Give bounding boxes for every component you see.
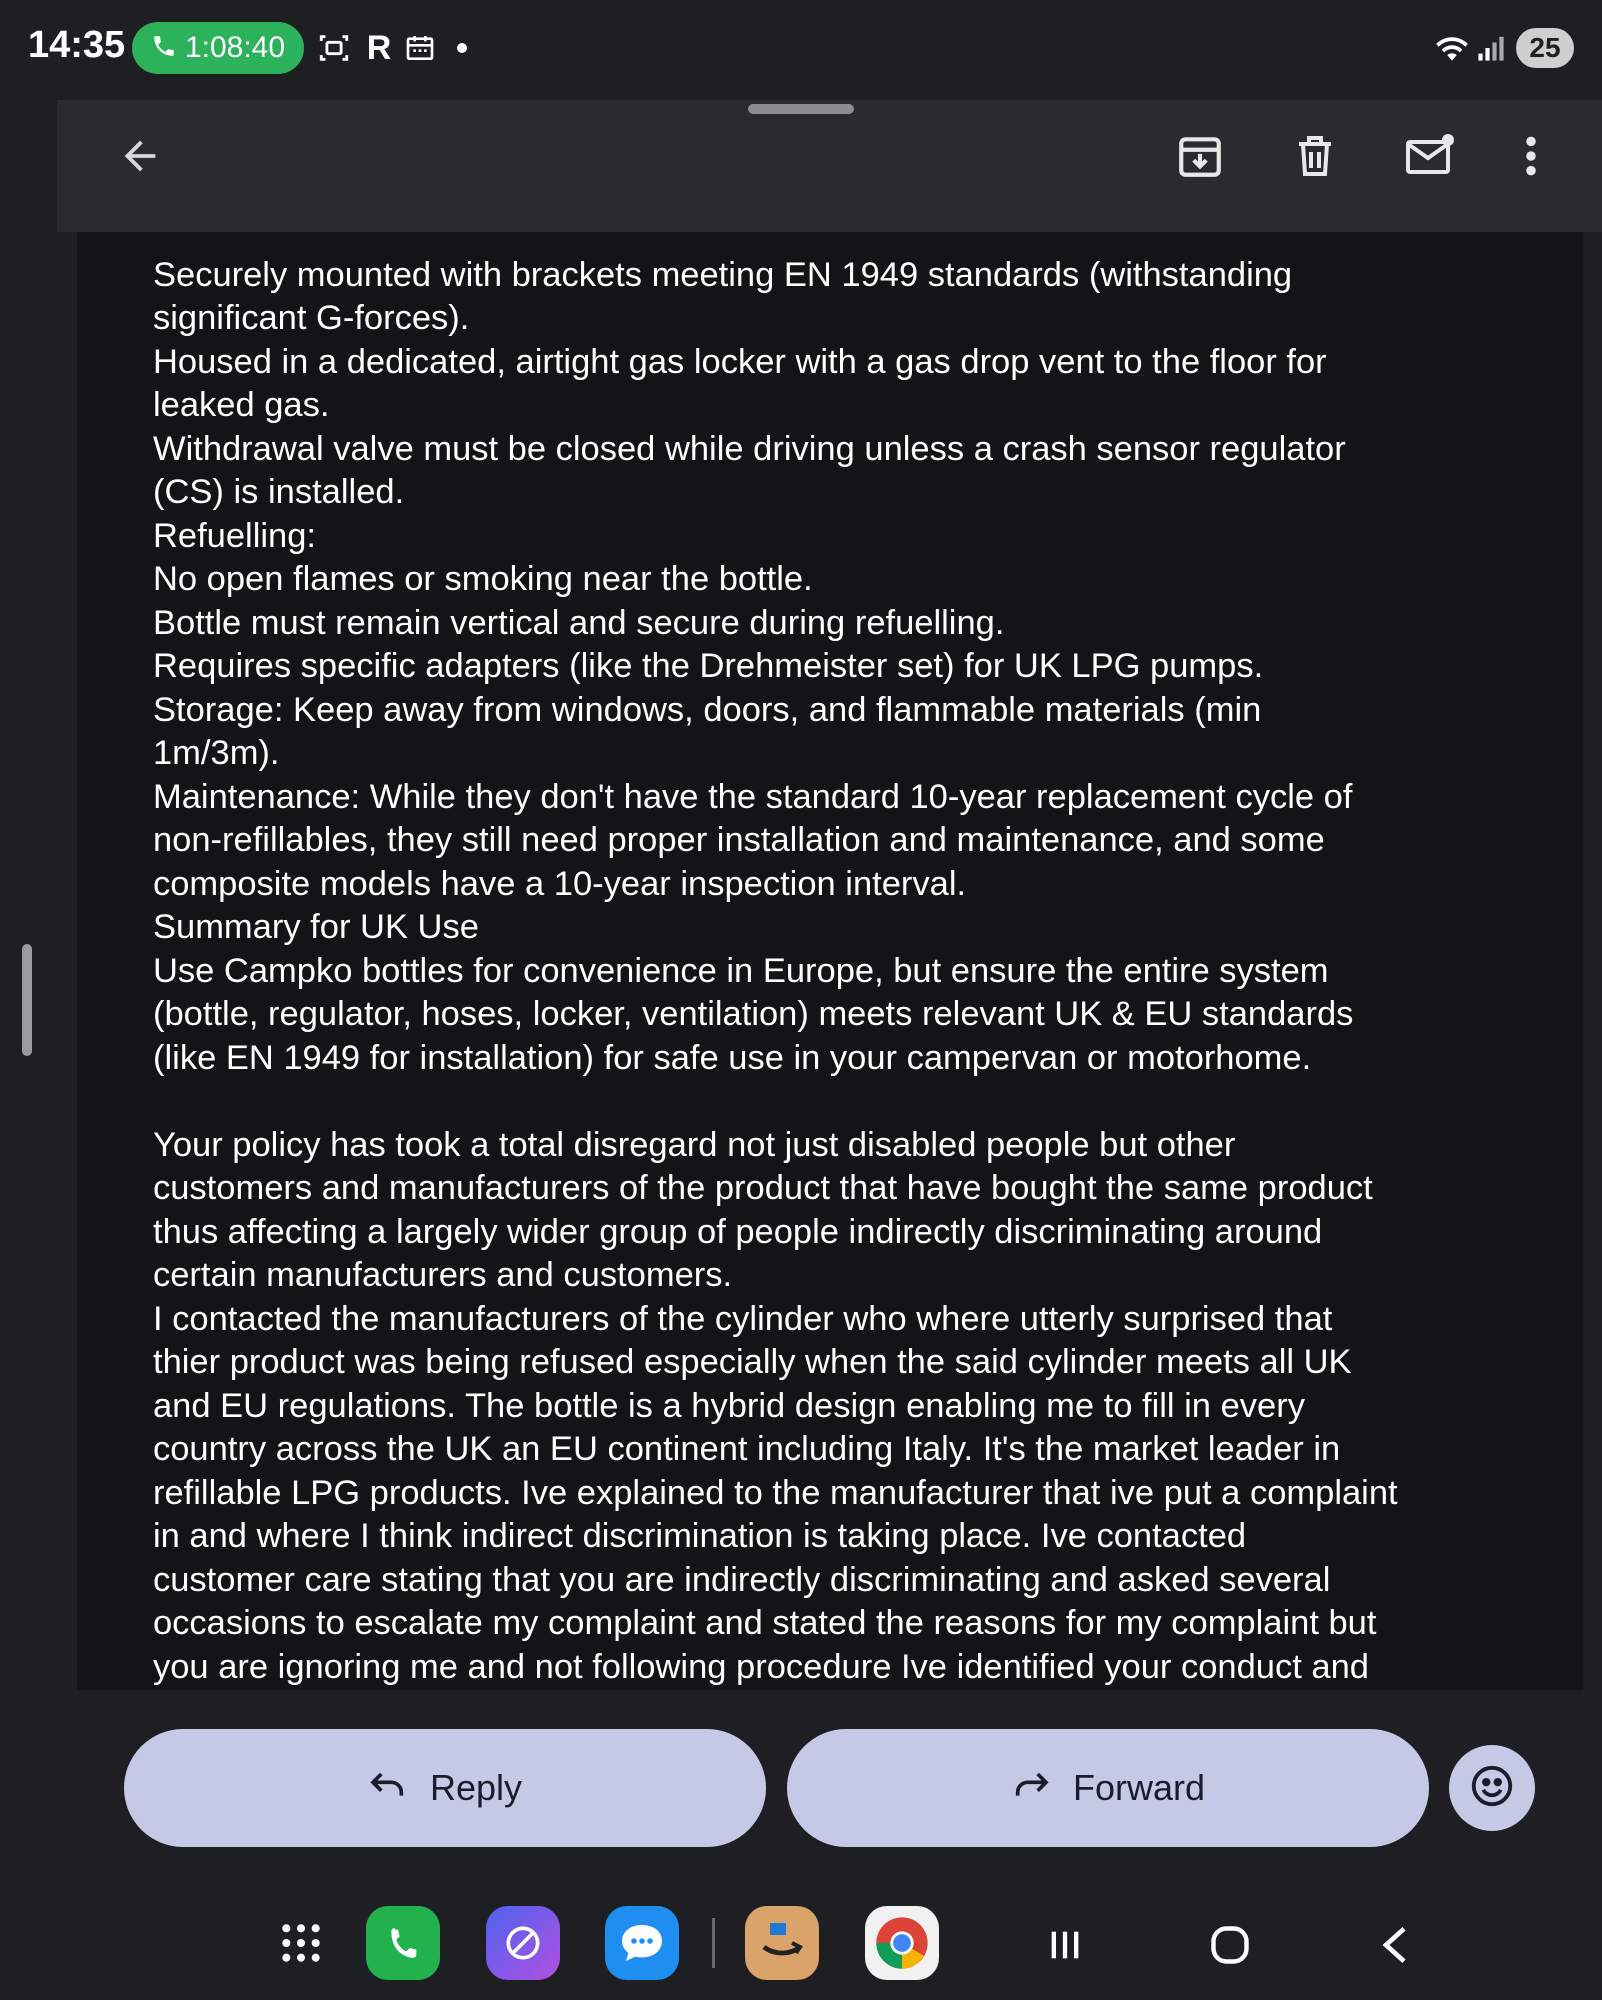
reply-button[interactable]	[124, 1729, 766, 1847]
email-line: Storage: Keep away from windows, doors, and flammable materials (min	[153, 690, 1262, 729]
email-line: Your policy has took a total disregard not just disabled people but other	[153, 1125, 1236, 1164]
chrome-app-icon[interactable]	[865, 1906, 939, 1980]
email-line: and EU regulations. The bottle is a hybrid design enabling me to fill in every	[153, 1386, 1305, 1425]
scrollbar-thumb[interactable]	[22, 944, 32, 1056]
reply-icon	[368, 1767, 408, 1810]
email-line: No open flames or smoking near the bottle.	[153, 560, 813, 598]
email-line: 1m/3m).	[153, 734, 280, 772]
arrow-left-icon[interactable]	[110, 126, 170, 186]
reply-label: Reply	[429, 1767, 523, 1808]
email-text	[153, 232, 1573, 1689]
email-line: Summary for UK Use	[153, 908, 479, 946]
email-line: country across the UK an EU continent including Italy. It's the market leader in	[153, 1430, 1341, 1468]
r-app-icon: R	[366, 28, 392, 67]
email-line: occasions to escalate my complaint and stated the reasons for my complaint but	[153, 1604, 1377, 1642]
email-line: you are ignoring me and not following procedure Ive identified your conduct and	[153, 1647, 1369, 1686]
email-line: Bottle must remain vertical and secure during refuelling.	[153, 603, 1005, 642]
forward-label: Forward	[1072, 1767, 1206, 1808]
forward-button[interactable]	[787, 1729, 1429, 1847]
smiley-icon	[1469, 1763, 1515, 1814]
forward-icon	[1011, 1767, 1051, 1810]
email-line	[153, 1080, 1573, 1124]
email-line: certain manufacturers and customers.	[153, 1256, 733, 1294]
browser-app-icon[interactable]	[486, 1906, 560, 1980]
email-line: Use Campko bottles for convenience in Europe, but ensure the entire system	[153, 951, 1329, 990]
home-icon[interactable]	[1195, 1910, 1265, 1980]
status-time: 14:35	[28, 24, 126, 66]
email-line: Maintenance: While they don't have the standard 10-year replacement cycle of	[153, 777, 1353, 816]
email-line-cut	[153, 232, 1573, 254]
signal-icon	[1476, 28, 1506, 68]
screenshot-icon	[316, 28, 352, 68]
calendar-icon	[402, 28, 438, 68]
email-line: Requires specific adapters (like the Drehmeister set) for UK LPG pumps.	[153, 647, 1264, 685]
drag-handle[interactable]	[748, 104, 854, 114]
archive-icon[interactable]	[1170, 126, 1230, 186]
email-line: leaked gas.	[153, 386, 330, 424]
dock-separator	[712, 1918, 715, 1968]
messages-app-icon[interactable]	[605, 1906, 679, 1980]
call-timer: 1:08:40	[184, 31, 286, 64]
phone-app-icon[interactable]	[366, 1906, 440, 1980]
email-line: composite models have a 10-year inspection interval.	[153, 864, 967, 903]
battery-level: 25	[1516, 28, 1574, 68]
email-line: (CS) is installed.	[153, 473, 405, 511]
email-line: non-refillables, they still need proper installation and maintenance, and some	[153, 821, 1325, 859]
email-line: (like EN 1949 for installation) for safe use in your campervan or motorhome.	[153, 1038, 1312, 1077]
email-line: customer care stating that you are indirectly discriminating and asked several	[153, 1560, 1331, 1599]
email-toolbar	[57, 100, 1602, 232]
apps-grid-icon[interactable]	[264, 1906, 338, 1980]
email-line: (bottle, regulator, hoses, locker, ventilation) meets relevant UK & EU standards	[153, 995, 1354, 1033]
email-line: refillable LPG products. Ive explained to the manufacturer that ive put a complaint	[153, 1473, 1398, 1512]
ongoing-call-chip[interactable]	[132, 22, 304, 74]
email-line: Refuelling:	[153, 516, 317, 555]
dot-icon	[452, 28, 472, 68]
amazon-app-icon[interactable]	[745, 1906, 819, 1980]
email-line: I contacted the manufacturers of the cylinder who where utterly surprised that	[153, 1299, 1333, 1338]
email-body[interactable]	[77, 232, 1583, 1690]
back-icon[interactable]	[1360, 1910, 1430, 1980]
email-line: customers and manufacturers of the product that have bought the same product	[153, 1169, 1373, 1207]
emoji-reaction-button[interactable]	[1449, 1745, 1535, 1831]
more-vert-icon[interactable]	[1501, 126, 1561, 186]
email-line: thus affecting a largely wider group of people indirectly discriminating around	[153, 1212, 1323, 1251]
email-line: Withdrawal valve must be closed while driving unless a crash sensor regulator	[153, 429, 1346, 468]
email-line: significant G-forces).	[153, 299, 470, 337]
mark-unread-icon[interactable]	[1400, 126, 1460, 186]
delete-icon[interactable]	[1285, 126, 1345, 186]
status-bar	[0, 0, 1602, 100]
email-line: Securely mounted with brackets meeting EN 1949 standards (withstanding	[153, 255, 1293, 294]
email-line: Housed in a dedicated, airtight gas locker with a gas drop vent to the floor for	[153, 342, 1327, 381]
phone-icon	[151, 33, 177, 64]
wifi-icon	[1432, 28, 1472, 68]
email-line: thier product was being refused especially when the said cylinder meets all UK	[153, 1343, 1352, 1381]
email-line: in and where I think indirect discrimination is taking place. Ive contacted	[153, 1517, 1247, 1555]
recents-icon[interactable]	[1030, 1910, 1100, 1980]
